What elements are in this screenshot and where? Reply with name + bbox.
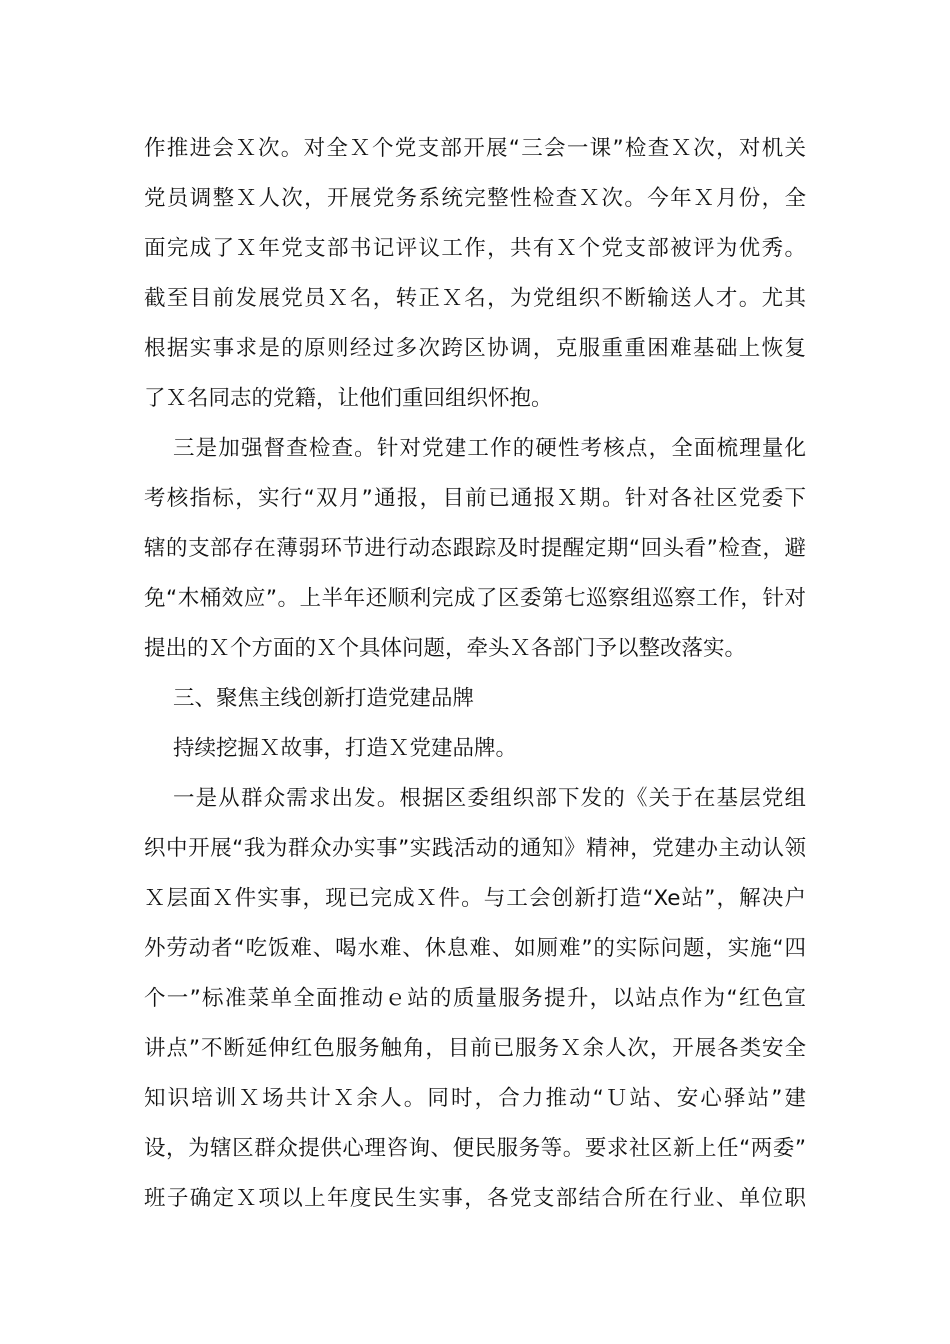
text-line: 了Ｘ名同志的党籍，让他们重回组织怀抱。 [144, 386, 553, 411]
text-line: 班子确定Ｘ项以上年度民生实事，各党支部结合所在行业、单位职 [144, 1186, 806, 1211]
text-line: 作推进会Ｘ次。对全Ｘ个党支部开展“三会一课”检查Ｘ次，对机关 [144, 136, 806, 161]
paragraph-first-line: 一是从群众需求出发。根据区委组织部下发的《关于在基层党组 [173, 786, 806, 811]
text-line: 根据实事求是的原则经过多次跨区协调，克服重重困难基础上恢复 [144, 336, 806, 361]
text-line: 截至目前发展党员Ｘ名，转正Ｘ名，为党组织不断输送人才。尤其 [144, 286, 806, 311]
text-line: 免“木桶效应”。上半年还顺利完成了区委第七巡察组巡察工作，针对 [144, 586, 806, 611]
paragraph-first-line: 持续挖掘Ｘ故事，打造Ｘ党建品牌。 [173, 736, 518, 761]
text-line: 辖的支部存在薄弱环节进行动态跟踪及时提醒定期“回头看”检查，避 [144, 536, 806, 561]
text-line: 考核指标，实行“双月”通报，目前已通报Ｘ期。针对各社区党委下 [144, 486, 806, 511]
text-line: 知识培训Ｘ场共计Ｘ余人。同时，合力推动“Ｕ站、安心驿站”建 [144, 1086, 806, 1111]
text-line: 个一”标准菜单全面推动ｅ站的质量服务提升，以站点作为“红色宣 [144, 986, 806, 1011]
text-line: 党员调整Ｘ人次，开展党务系统完整性检查Ｘ次。今年Ｘ月份，全 [144, 186, 806, 211]
text-line: 提出的Ｘ个方面的Ｘ个具体问题，牵头Ｘ各部门予以整改落实。 [144, 636, 747, 661]
text-line: Ｘ层面Ｘ件实事，现已完成Ｘ件。与工会创新打造“Xe站”，解决户 [144, 886, 806, 911]
text-line: 设，为辖区群众提供心理咨询、便民服务等。要求社区新上任“两委” [144, 1136, 806, 1161]
paragraph-first-line: 三是加强督查检查。针对党建工作的硬性考核点，全面梳理量化 [173, 436, 806, 461]
text-line: 面完成了Ｘ年党支部书记评议工作，共有Ｘ个党支部被评为优秀。 [144, 236, 806, 261]
text-line: 织中开展“我为群众办实事”实践活动的通知》精神，党建办主动认领 [144, 836, 806, 861]
text-line: 讲点”不断延伸红色服务触角，目前已服务Ｘ余人次，开展各类安全 [144, 1036, 806, 1061]
section-heading: 三、聚焦主线创新打造党建品牌 [173, 686, 475, 711]
text-line: 外劳动者“吃饭难、喝水难、休息难、如厕难”的实际问题，实施“四 [144, 936, 806, 961]
